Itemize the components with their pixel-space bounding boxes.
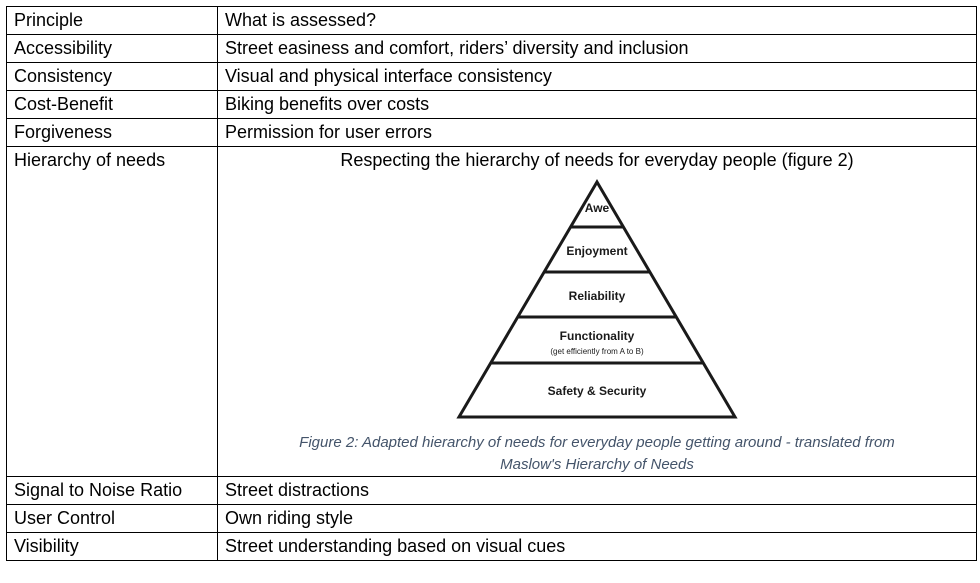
level-functionality-note: (get efficiently from A to B) [550, 347, 644, 356]
hierarchy-description: Respecting the hierarchy of needs for everyday people (figure 2) [340, 150, 854, 170]
table-row [7, 533, 977, 561]
assessed-cell: Street understanding based on visual cues [218, 533, 977, 561]
hierarchy-cell [218, 147, 977, 477]
assessed-cell: Street easiness and comfort, riders’ diversity and inclusion [218, 35, 977, 63]
level-enjoyment: Enjoyment [566, 244, 628, 258]
header-assessed: What is assessed? [218, 7, 977, 35]
assessed-cell: Permission for user errors [218, 119, 977, 147]
level-functionality: Functionality [559, 329, 635, 343]
assessed-cell: Visual and physical interface consistency [218, 63, 977, 91]
principle-cell: Visibility [7, 533, 218, 561]
assessed-cell: Street distractions [218, 477, 977, 505]
level-safety: Safety & Security [547, 384, 647, 398]
table-row [7, 63, 977, 91]
principle-cell: Signal to Noise Ratio [7, 477, 218, 505]
table-row [7, 477, 977, 505]
table-row [7, 7, 977, 35]
principles-table [6, 6, 977, 561]
figure-caption [225, 432, 969, 476]
principle-cell: Forgiveness [7, 119, 218, 147]
level-awe: Awe [584, 201, 610, 215]
table-row [7, 147, 977, 477]
principle-cell: Hierarchy of needs [7, 147, 218, 477]
level-reliability: Reliability [568, 289, 626, 303]
hierarchy-pyramid-diagram [452, 179, 742, 421]
table-row [7, 91, 977, 119]
principle-cell: Cost-Benefit [7, 91, 218, 119]
table-row [7, 119, 977, 147]
table-row [7, 35, 977, 63]
assessed-cell: Biking benefits over costs [218, 91, 977, 119]
principle-cell: Accessibility [7, 35, 218, 63]
figure [225, 179, 969, 428]
caption-line-1: Figure 2: Adapted hierarchy of needs for everyday people getting around - translated from [299, 434, 895, 451]
table-row [7, 505, 977, 533]
caption-line-2: Maslow's Hierarchy of Needs [500, 456, 694, 473]
principle-cell: Consistency [7, 63, 218, 91]
header-principle: Principle [7, 7, 218, 35]
assessed-cell: Own riding style [218, 505, 977, 533]
principle-cell: User Control [7, 505, 218, 533]
